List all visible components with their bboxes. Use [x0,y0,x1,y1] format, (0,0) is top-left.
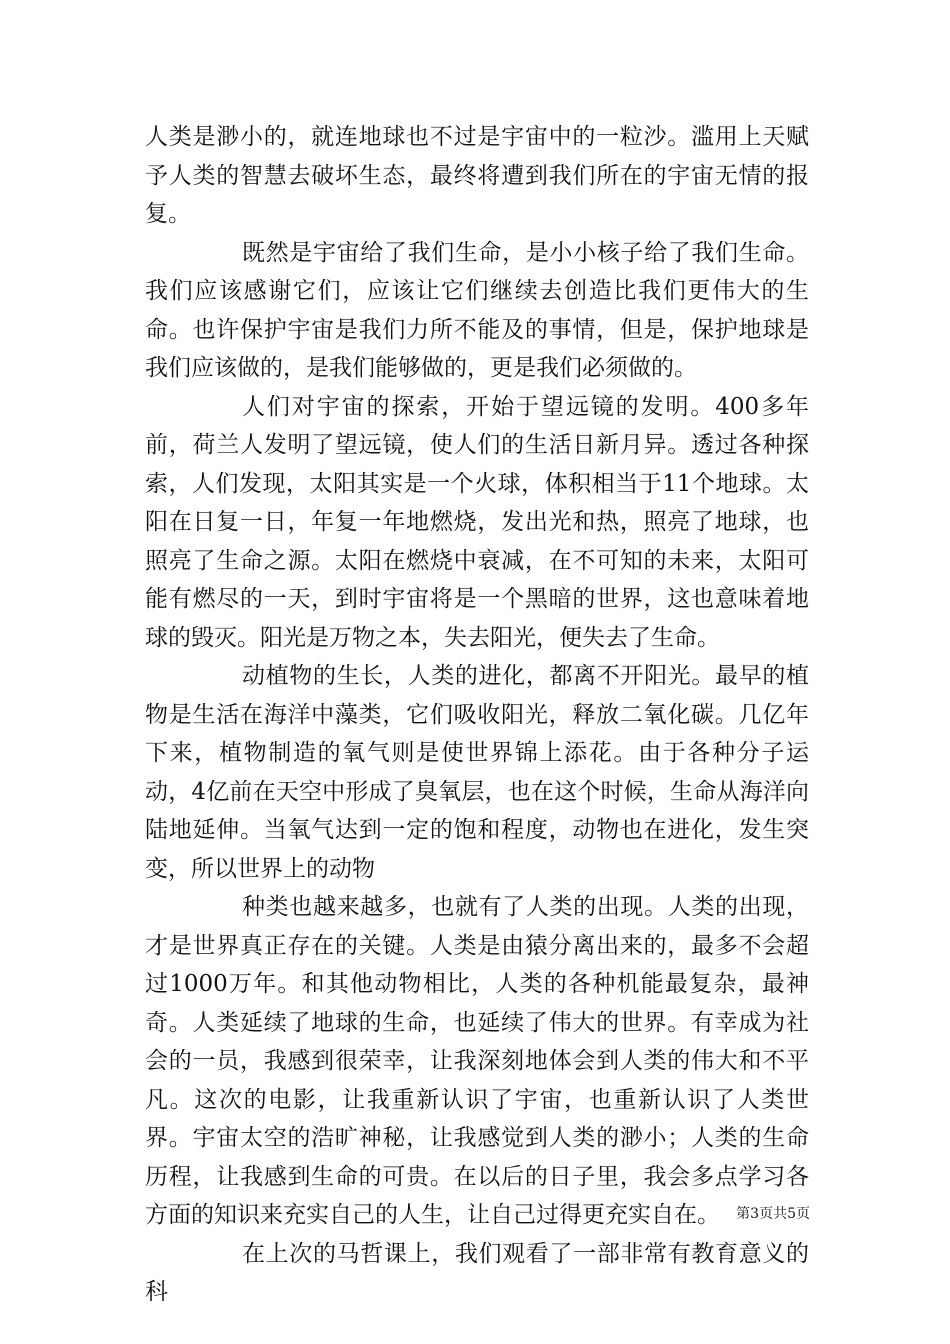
paragraph-5: 种类也越来越多，也就有了人类的出现。人类的出现，才是世界真正存在的关键。人类是由猿分离出来的，最多不会超过1000万年。和其他动物相比，人类的各种机能最复杂，最神奇。人类延续了地球的生命，也延续了伟大的世界。有幸成为社会的一员，我感到很荣幸，让我深刻地体会到人类的伟大和不平凡。这次的电影，让我重新认识了宇宙，也重新认识了人类世界。宇宙太空的浩旷神秘，让我感觉到人类的渺小；人类的生命历程，让我感到生命的可贵。在以后的日子里，我会多点学习各方面的知识来充实自己的人生，让自己过得更充实自在。 [145,894,809,1228]
paragraph-2: 既然是宇宙给了我们生命，是小小核子给了我们生命。我们应该感谢它们，应该让它们继续去创造比我们更伟大的生命。也许保护宇宙是我们力所不能及的事情，但是，保护地球是我们应该做的，是我们能够做的，更是我们必须做的。 [145,239,809,381]
document-body [145,118,809,1312]
page-number-footer: 第3页共5页 [736,1206,810,1222]
paragraph-4: 动植物的生长，人类的进化，都离不开阳光。最早的植物是生活在海洋中藻类，它们吸收阳光，释放二氧化碳。几亿年下来，植物制造的氧气则是使世界锦上添花。由于各种分子运动，4亿前在天空中形成了臭氧层，也在这个时候，生命从海洋向陆地延伸。当氧气达到一定的饱和程度，动物也在进化，发生突变，所以世界上的动物 [145,663,809,882]
paragraph-1: 人类是渺小的，就连地球也不过是宇宙中的一粒沙。滥用上天赋予人类的智慧去破坏生态，最终将遭到我们所在的宇宙无情的报复。 [145,124,809,227]
paragraph-6: 在上次的马哲课上，我们观看了一部非常有教育意义的科 [145,1240,809,1305]
paragraph-3: 人们对宇宙的探索，开始于望远镜的发明。400多年前，荷兰人发明了望远镜，使人们的生活日新月异。透过各种探索，人们发现，太阳其实是一个火球，体积相当于11个地球。太阳在日复一日，年复一年地燃烧，发出光和热，照亮了地球，也照亮了生命之源。太阳在燃烧中衰减，在不可知的未来，太阳可能有燃尽的一天，到时宇宙将是一个黑暗的世界，这也意味着地球的毁灭。阳光是万物之本，失去阳光，便失去了生命。 [145,393,809,651]
